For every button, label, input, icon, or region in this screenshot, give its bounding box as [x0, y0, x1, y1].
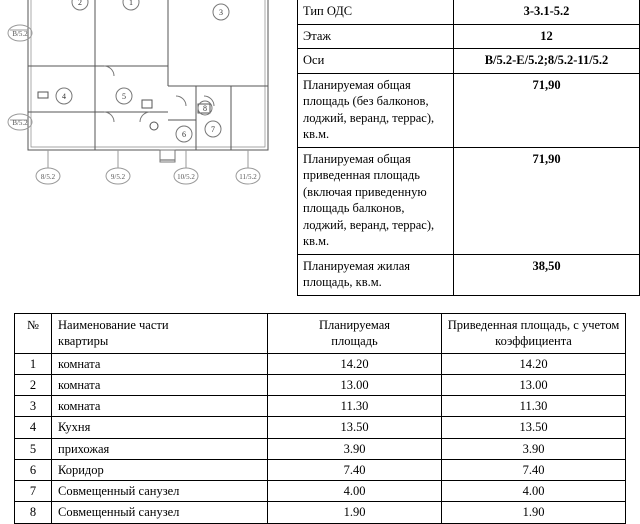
- spec-row: [298, 49, 640, 74]
- row-planned-area: 14.20: [268, 353, 442, 374]
- axis-label: 10/5.2: [177, 173, 195, 181]
- header-adjusted-line2: коэффициента: [495, 334, 572, 349]
- row-number: 8: [15, 502, 52, 523]
- table-row: [15, 502, 626, 523]
- apartment-spec-table: [297, 0, 640, 296]
- row-number: 4: [15, 417, 52, 438]
- table-row: [15, 396, 626, 417]
- row-part-name: комната: [52, 396, 268, 417]
- header-number: №: [15, 314, 52, 354]
- row-number: 1: [15, 353, 52, 374]
- row-adjusted-area: 3.90: [442, 438, 626, 459]
- spec-label: Планируемая общая приведенная площадь (включая приведенную площадь балконов, лоджий, веранд, террас), кв.м.: [298, 147, 454, 254]
- row-planned-area: 13.00: [268, 374, 442, 395]
- spec-value: 71,90: [454, 73, 640, 147]
- floor-plan: [0, 0, 296, 300]
- row-planned-area: 1.90: [268, 502, 442, 523]
- table-row: [15, 459, 626, 480]
- floor-plan-drawing: [0, 0, 296, 300]
- row-number: 7: [15, 481, 52, 502]
- spec-label: Планируемая жилая площадь, кв.м.: [298, 254, 454, 295]
- spec-value: 71,90: [454, 147, 640, 254]
- spec-row: [298, 0, 640, 24]
- row-planned-area: 3.90: [268, 438, 442, 459]
- header-planned-area: [268, 314, 442, 354]
- header-planned-line1: Планируемая: [318, 318, 391, 332]
- row-adjusted-area: 14.20: [442, 353, 626, 374]
- row-adjusted-area: 13.00: [442, 374, 626, 395]
- parts-header-row: [15, 314, 626, 354]
- header-planned-line2: площадь: [331, 334, 378, 349]
- table-row: [15, 481, 626, 502]
- table-row: [15, 374, 626, 395]
- spec-value: В/5.2-Е/5.2;8/5.2-11/5.2: [454, 49, 640, 74]
- row-part-name: Кухня: [52, 417, 268, 438]
- spec-value: 3-3.1-5.2: [454, 0, 640, 24]
- row-adjusted-area: 11.30: [442, 396, 626, 417]
- row-number: 6: [15, 459, 52, 480]
- axis-label: В/5.2: [12, 119, 28, 127]
- axis-label: 8/5.2: [40, 173, 56, 181]
- spec-label: Тип ОДС: [298, 0, 454, 24]
- room-number: 2: [78, 0, 82, 7]
- row-number: 2: [15, 374, 52, 395]
- spec-value: 12: [454, 24, 640, 49]
- row-adjusted-area: 1.90: [442, 502, 626, 523]
- room-number: 5: [122, 92, 126, 101]
- spec-label: Этаж: [298, 24, 454, 49]
- spec-row: [298, 73, 640, 147]
- room-number: 7: [211, 125, 215, 134]
- row-number: 3: [15, 396, 52, 417]
- header-part-name: [52, 314, 268, 354]
- axis-label: 9/5.2: [110, 173, 126, 181]
- row-adjusted-area: 13.50: [442, 417, 626, 438]
- table-row: [15, 417, 626, 438]
- room-number: 6: [182, 130, 186, 139]
- room-number: 1: [129, 0, 133, 7]
- row-planned-area: 7.40: [268, 459, 442, 480]
- row-planned-area: 4.00: [268, 481, 442, 502]
- row-part-name: Совмещенный санузел: [52, 502, 268, 523]
- header-part-name-line1: Наименование части: [58, 318, 169, 332]
- header-adjusted-line1: Приведенная площадь, с учетом: [447, 318, 620, 332]
- row-part-name: Коридор: [52, 459, 268, 480]
- row-adjusted-area: 4.00: [442, 481, 626, 502]
- apartment-parts-table: [14, 313, 626, 524]
- row-planned-area: 11.30: [268, 396, 442, 417]
- row-adjusted-area: 7.40: [442, 459, 626, 480]
- axis-label: 11/5.2: [239, 173, 257, 181]
- row-part-name: Совмещенный санузел: [52, 481, 268, 502]
- row-planned-area: 13.50: [268, 417, 442, 438]
- room-number: 3: [219, 8, 223, 17]
- table-row: [15, 353, 626, 374]
- spec-row: [298, 147, 640, 254]
- row-part-name: прихожая: [52, 438, 268, 459]
- row-part-name: комната: [52, 353, 268, 374]
- room-number: 8: [203, 104, 207, 113]
- header-part-name-line2: квартиры: [58, 334, 109, 349]
- axis-label: В/5.2: [12, 30, 28, 38]
- spec-row: [298, 24, 640, 49]
- table-row: [15, 438, 626, 459]
- spec-label: Планируемая общая площадь (без балконов, лоджий, веранд, террас), кв.м.: [298, 73, 454, 147]
- header-adjusted-area: [442, 314, 626, 354]
- spec-label: Оси: [298, 49, 454, 74]
- spec-value: 38,50: [454, 254, 640, 295]
- room-number: 4: [62, 92, 66, 101]
- row-part-name: комната: [52, 374, 268, 395]
- spec-row: [298, 254, 640, 295]
- row-number: 5: [15, 438, 52, 459]
